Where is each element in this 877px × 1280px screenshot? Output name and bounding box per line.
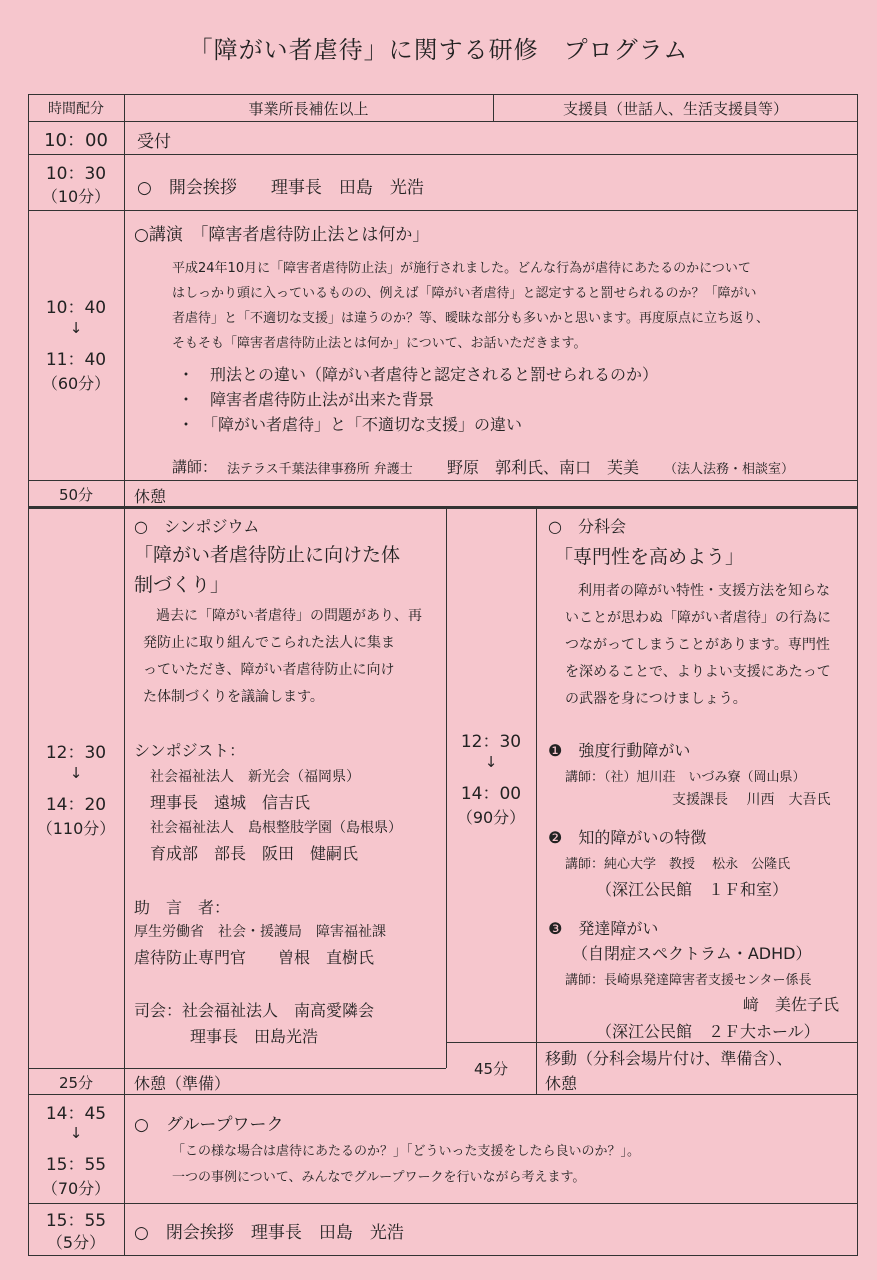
reception-label: 受付 [137, 132, 171, 152]
symposium-time-end: 14：20 [45, 795, 107, 815]
break2-duration: 25分 [58, 1074, 94, 1092]
row-rule [446, 1042, 858, 1043]
session1-title: ❶ 強度行動障がい [548, 741, 691, 760]
header-time: 時間配分 [48, 101, 104, 117]
symposium-body-line: 発防止に取り組んでこられた法人に集ま [143, 635, 395, 651]
header-staff: 支援員（世話人、生活支援員等） [562, 100, 788, 118]
lecture-body-line: そもそも「障害者虐待防止法とは何か」について、お話いただきます。 [172, 336, 587, 351]
breakout-body-line: を深めることで、よりよい支援にあたって [565, 664, 831, 680]
lecture-bullet: ・ 刑法との違い（障がい者虐待と認定されると罰せられるのか） [178, 365, 659, 384]
move-label-line: 休憩 [545, 1074, 578, 1093]
symposium-title-line: 「障がい者虐待防止に向けた体 [134, 544, 401, 566]
advisor-name: 虐待防止専門官 曽根 直樹氏 [134, 948, 375, 967]
breakout-title: 「専門性を高めよう」 [554, 546, 745, 568]
advisor-org: 厚生労働省 社会・援護局 障害福祉課 [134, 924, 386, 940]
panelist1-name: 理事長 遠城 信吉氏 [150, 793, 311, 812]
reception-time: 10：00 [44, 130, 108, 151]
break1-label: 休憩 [134, 487, 167, 506]
move-label-line: 移動（分科会場片付け、準備含）、 [545, 1049, 793, 1068]
groupwork-duration: （70分） [41, 1179, 111, 1198]
closing-duration: （5分） [46, 1233, 106, 1252]
lecture-bullet: ・ 障害者虐待防止法が出来た背景 [178, 390, 435, 409]
groupwork-heading: ○ グループワーク [134, 1115, 284, 1135]
break2-label: 休憩（準備） [134, 1074, 231, 1093]
symposium-duration: （110分） [36, 819, 116, 838]
lecture-duration: （60分） [41, 374, 111, 393]
groupwork-body-line: 一つの事例について、みんなでグループワークを行いながら考えます。 [172, 1170, 586, 1185]
advisor-label: 助 言 者： [134, 898, 231, 917]
lecturer-note: （法人法務・相談室） [664, 462, 795, 477]
lecturer-label: 講師： [172, 458, 218, 476]
row-rule [28, 121, 858, 122]
symposium-heading: ○ シンポジウム [134, 517, 260, 536]
panelist2-org: 社会福祉法人 島根整肢学園（島根県） [150, 820, 402, 836]
breakout-body-line: いことが思わぬ「障がい者虐待」の行為に [565, 610, 831, 626]
session3-name: 﨑 美佐子氏 [743, 995, 840, 1014]
move-duration: 45分 [473, 1060, 509, 1078]
opening-text: ○ 開会挨拶 理事長 田島 光浩 [137, 178, 424, 198]
mc-line: 理事長 田島光浩 [190, 1027, 319, 1046]
symposium-body-line: 過去に「障がい者虐待」の問題があり、再 [156, 608, 422, 624]
arrow-down-icon: ↓ [69, 764, 83, 782]
lecturer-org: 法テラス千葉法律事務所 弁護士 [227, 462, 413, 477]
lecture-heading: ○講演 「障害者虐待防止法とは何か」 [134, 225, 430, 245]
row-rule [28, 1094, 858, 1095]
breakout-body-line: 利用者の障がい特性・支援方法を知らな [578, 583, 830, 599]
header-managers: 事業所長補佐以上 [248, 100, 369, 118]
panelists-label: シンポジスト： [134, 741, 246, 760]
row-rule [28, 154, 858, 155]
session3-room: （深江公民館 ２Ｆ大ホール） [596, 1022, 820, 1041]
arrow-down-icon: ↓ [484, 753, 498, 771]
groupwork-time-end: 15：55 [45, 1155, 107, 1175]
arrow-down-icon: ↓ [69, 319, 83, 337]
panelist2-name: 育成部 部長 阪田 健嗣氏 [150, 844, 359, 863]
session2-room: （深江公民館 １Ｆ和室） [596, 880, 789, 899]
time-column-divider [124, 94, 125, 1256]
panelist1-org: 社会福祉法人 新光会（福岡県） [150, 769, 360, 785]
lecture-bullet: ・ 「障がい者虐待」と「不適切な支援」の違い [178, 415, 523, 434]
row-rule [28, 1203, 858, 1204]
session1-name: 支援課長 川西 大吾氏 [672, 792, 831, 808]
session3-lecturer: 講師：長崎県発達障害者支援センター係長 [565, 973, 812, 988]
session2-title: ❷ 知的障がいの特徴 [548, 828, 707, 847]
row-rule [28, 210, 858, 211]
breakout-body-line: の武器を身につけましょう。 [565, 691, 747, 707]
breakout-time-start: 12：30 [460, 732, 522, 752]
session3-subtitle: （自閉症スペクトラム・ADHD） [572, 944, 812, 963]
session3-title: ❸ 発達障がい [548, 919, 659, 938]
breakout-duration: （90分） [456, 808, 526, 827]
symposium-body-line: た体制づくりを議論します。 [143, 689, 324, 705]
page-title: 「障がい者虐待」に関する研修 プログラム [188, 36, 689, 64]
breakout-time-end: 14：00 [460, 784, 522, 804]
session2-lecturer: 講師：純心大学 教授 松永 公隆氏 [565, 857, 791, 872]
lecture-time-start: 10：40 [45, 298, 107, 318]
lecture-time-end: 11：40 [45, 350, 107, 370]
row-rule [28, 1068, 446, 1069]
session1-lecturer: 講師：（社）旭川荘 いづみ寮（岡山県） [565, 770, 806, 785]
opening-time: 10：30 [45, 164, 107, 184]
row-rule [28, 480, 858, 481]
break1-duration: 50分 [58, 486, 94, 504]
symposium-time-start: 12：30 [45, 743, 107, 763]
groupwork-time-start: 14：45 [45, 1104, 107, 1124]
lecture-body-line: はしっかり頭に入っているものの、例えば「障がい者虐待」と認定すると罰せられるのか？「障がい [172, 286, 757, 301]
opening-duration: （10分） [41, 187, 111, 206]
lecture-body-line: 者虐待」と「不適切な支援」は違うのか？等、曖昧な部分も多いかと思います。再度原点に立ち返り、 [172, 311, 769, 326]
closing-time: 15：55 [45, 1211, 107, 1231]
lecture-body-line: 平成24年10月に「障害者虐待防止法」が施行されました。どんな行為が虐待にあたるのかについて [172, 261, 751, 276]
breakout-body-line: つながってしまうことがあります。専門性 [565, 637, 830, 653]
symposium-body-line: っていただき、障がい者虐待防止に向け [143, 662, 395, 678]
breakout-heading: ○ 分科会 [548, 517, 626, 536]
groupwork-body-line: 「この様な場合は虐待にあたるのか？」「どういった支援をしたら良いのか？」。 [172, 1144, 641, 1159]
lecturer-names: 野原 郭利氏、南口 芙美 [447, 458, 640, 477]
arrow-down-icon: ↓ [69, 1124, 83, 1142]
symposium-title-line: 制づくり」 [134, 574, 230, 596]
closing-text: ○ 閉会挨拶 理事長 田島 光浩 [134, 1223, 404, 1243]
split-divider [536, 506, 537, 1094]
mc-line: 司会：社会福祉法人 南高愛隣会 [134, 1001, 375, 1020]
